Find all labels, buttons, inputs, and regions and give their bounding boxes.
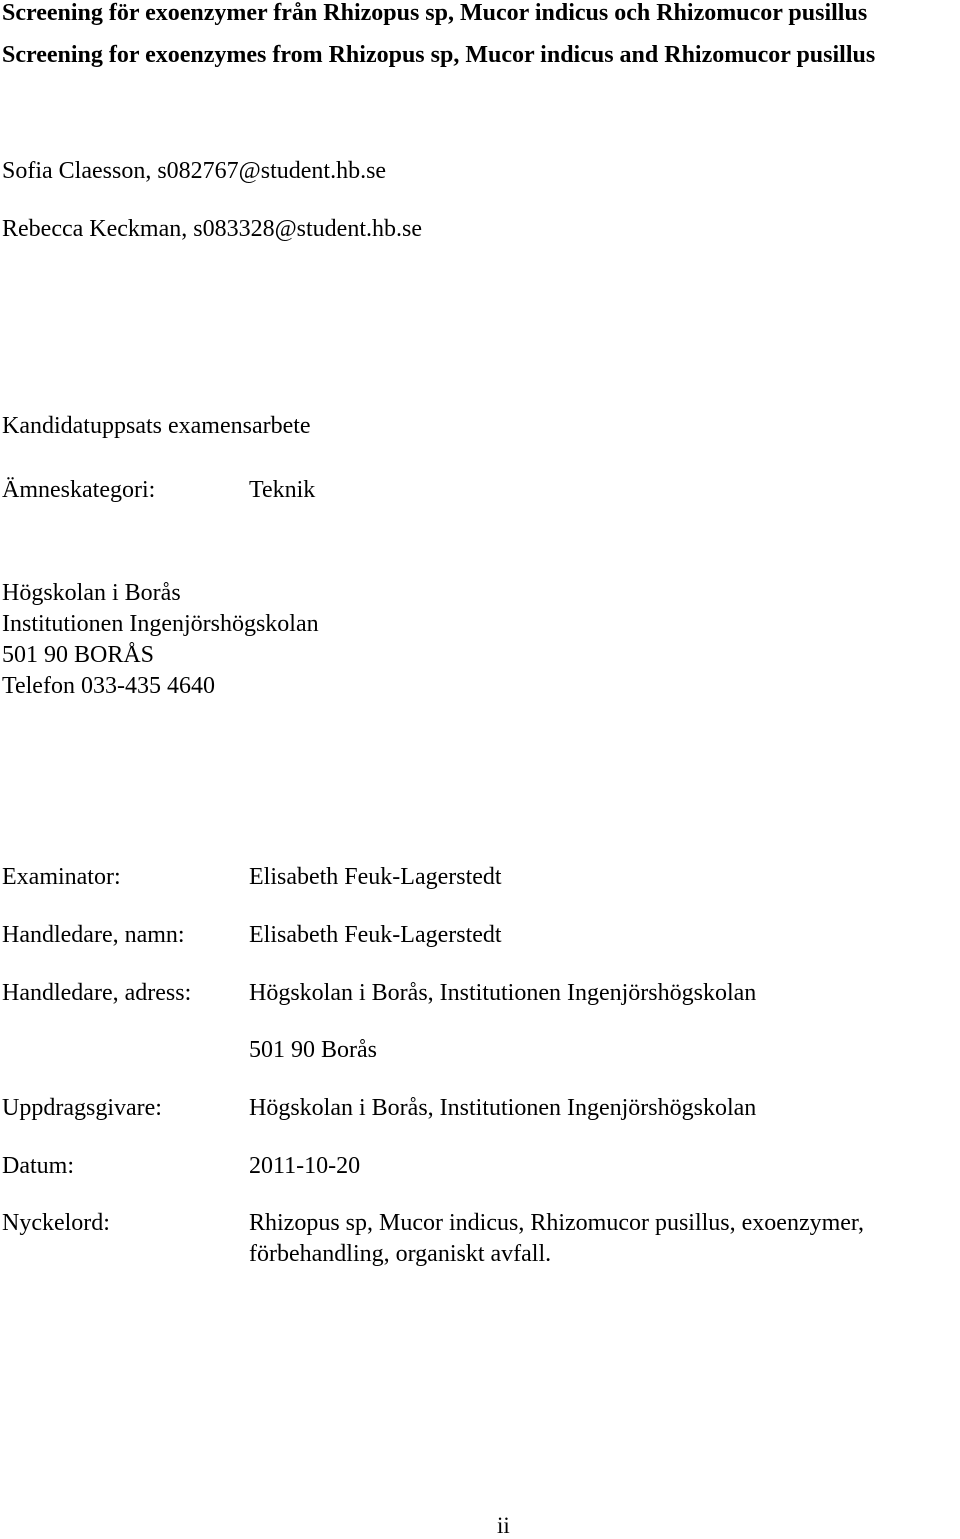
supervisor-name-label: Handledare, namn: <box>2 922 185 948</box>
thesis-type: Kandidatuppsats examensarbete <box>2 413 311 439</box>
author-1: Sofia Claesson, s082767@student.hb.se <box>2 158 387 184</box>
keywords-label: Nyckelord: <box>2 1210 110 1236</box>
author-2: Rebecca Keckman, s083328@student.hb.se <box>2 216 422 242</box>
institution-line-2: Institutionen Ingenjörshögskolan <box>2 611 319 637</box>
date-value: 2011-10-20 <box>249 1153 361 1179</box>
institution-line-4: Telefon 033-435 4640 <box>2 673 215 699</box>
examiner-label: Examinator: <box>2 864 121 890</box>
subject-value: Teknik <box>249 477 316 503</box>
title-swedish: Screening för exoenzymer från Rhizopus sp, Mucor indicus och Rhizomucor pusillus <box>2 0 868 26</box>
client-label: Uppdragsgivare: <box>2 1095 162 1121</box>
institution-line-3: 501 90 BORÅS <box>2 642 155 668</box>
subject-label: Ämneskategori: <box>2 477 156 503</box>
supervisor-address-label: Handledare, adress: <box>2 980 192 1006</box>
page-number: ii <box>497 1513 510 1538</box>
date-label: Datum: <box>2 1153 74 1179</box>
keywords-value-line-1: Rhizopus sp, Mucor indicus, Rhizomucor pusillus, exoenzymer, <box>249 1210 864 1236</box>
title-english: Screening for exoenzymes from Rhizopus sp, Mucor indicus and Rhizomucor pusillus <box>2 42 876 68</box>
supervisor-name-value: Elisabeth Feuk-Lagerstedt <box>249 922 502 948</box>
supervisor-address-value-1: Högskolan i Borås, Institutionen Ingenjörshögskolan <box>249 980 757 1006</box>
institution-line-1: Högskolan i Borås <box>2 580 181 606</box>
keywords-value-line-2: förbehandling, organiskt avfall. <box>249 1241 552 1267</box>
examiner-value: Elisabeth Feuk-Lagerstedt <box>249 864 502 890</box>
supervisor-address-value-2: 501 90 Borås <box>249 1037 377 1063</box>
client-value: Högskolan i Borås, Institutionen Ingenjörshögskolan <box>249 1095 757 1121</box>
